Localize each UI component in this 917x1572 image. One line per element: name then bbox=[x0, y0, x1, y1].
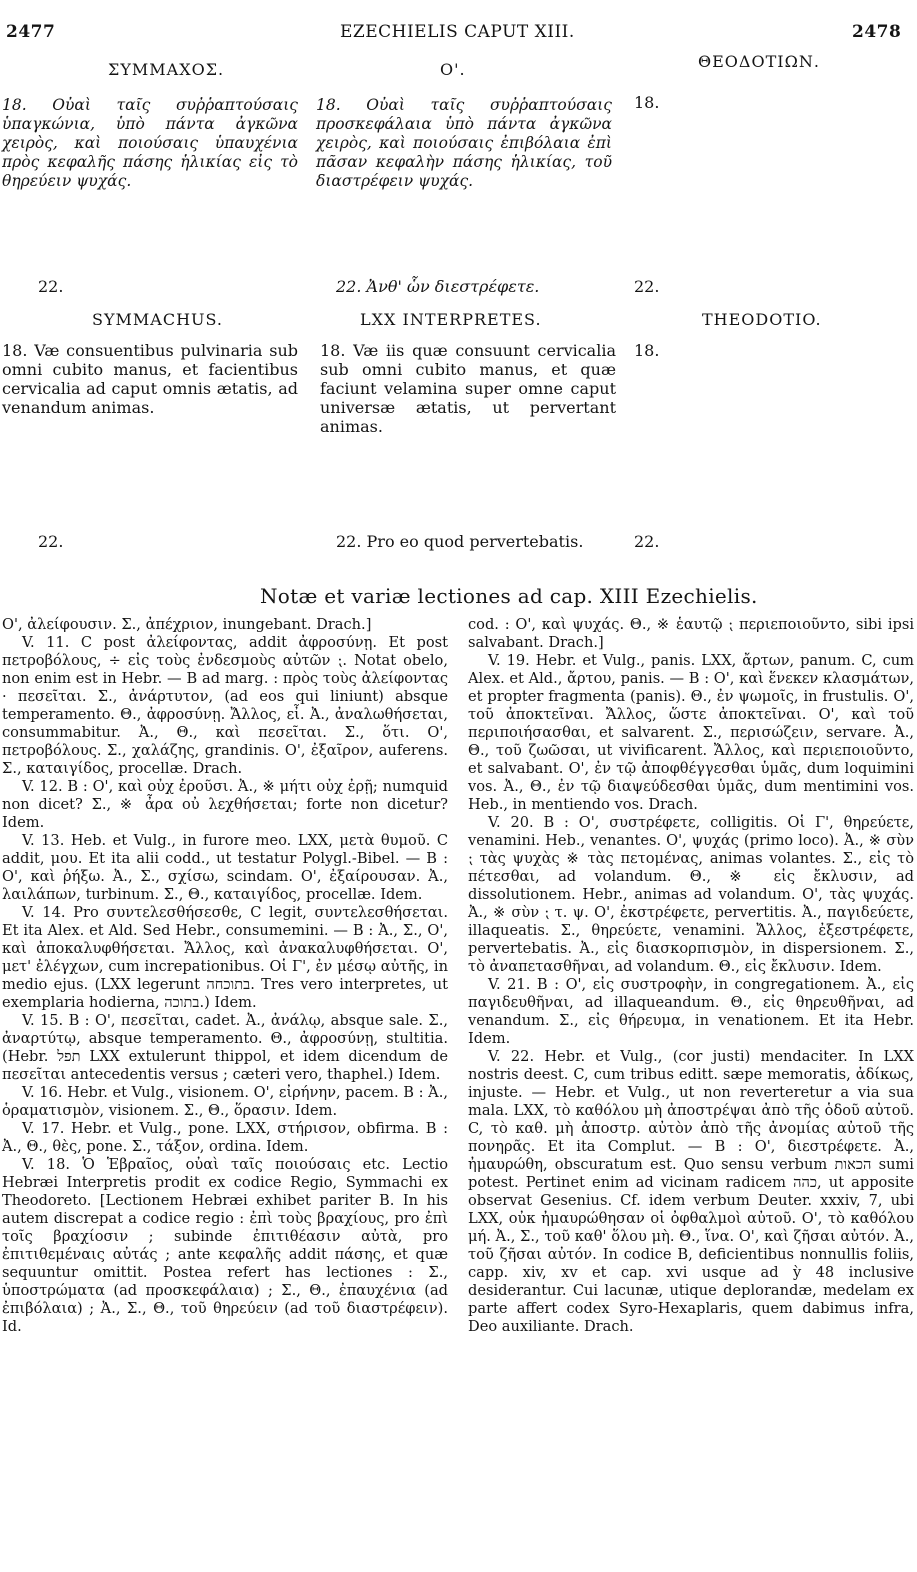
greek-symmachus-v22: 22. bbox=[38, 277, 64, 296]
note-paragraph: V. 20. B : O', συστρέφετε, colligitis. Οἱ Γ', θηρεύετε, venamini. Heb., venantes. O', ψυχάς (primo loco). Ἀ., ※ σὺν ⁏ τὰς ψυχὰς ※ τὰς πετομένας, animas volantes. Σ., εἰς τὸ πέτεσθαι, ad volandum. Θ., ※ εἰς ἔκλυσιν, ad dissolutionem. Hebr., animas ad volandum. O', τὰς ψυχάς. Ἀ., ※ σὺν ⁏ τ. ψ. O', ἐκστρέφετε, pervertitis. Ἀ., παγιδεύετε, illaqueatis. Σ., θηρεύετε, venamini. Ἄλλος, ἐξεστρέφετε, pervertebatis. Ἀ., εἰς διασκορπισμὸν, in dispersionem. Σ., τὸ ἀναπετασθῆναι, ad volandum. Θ., εἰς ἔκλυσιν. Idem. bbox=[468, 814, 914, 975]
note-paragraph: cod. : O', καὶ ψυχάς. Θ., ※ ἑαυτῷ ⁏ περιεποιοῦντο, sibi ipsi salvabant. Drach.] bbox=[468, 616, 914, 651]
greek-theodotion-heading: ΘΕΟΔΟΤΙΩΝ. bbox=[698, 52, 820, 71]
note-paragraph: V. 16. Hebr. et Vulg., visionem. O', εἰρήνην, pacem. B : Ἀ., ὁραματισμὸν, visionem. Σ., Θ., ὅρασιν. Idem. bbox=[2, 1084, 448, 1119]
note-paragraph: V. 19. Hebr. et Vulg., panis. LXX, ἄρτων, panum. C, cum Alex. et Ald., ἄρτου, panis. — B : O', καὶ ἕνεκεν κλασμάτων, et propter fragmenta (panis). Θ., ἐν ψωμοῖς, in frustulis. O', τοῦ ἀποκτεῖναι. Ἄλλος, ὥστε ἀποκτεῖναι. O', καὶ τοῦ περιποιήσασθαι, et salvarent. Σ., περισώζειν, servare. Ἀ., Θ., τοῦ ζωῶσαι, ut vivificarent. Ἄλλος, καὶ περιεποιοῦντο, et salvabant. O', ἐν τῷ ἀποφθέγγεσθαι ὑμᾶς, dum loquimini vos. Ἀ., Θ., ἐν τῷ διαψεύδεσθαι ὑμᾶς, dum mentimini vos. Heb., in mentiendo vos. Drach. bbox=[468, 652, 914, 813]
note-paragraph: V. 21. B : O', εἰς συστροφὴν, in congregationem. Ἀ., εἰς παγιδευθῆναι, ad illaqueandum. Θ., εἰς θηρευθῆναι, ad venandum. Σ., εἰς θήρευμα, in venationem. Et ita Hebr. Idem. bbox=[468, 976, 914, 1047]
note-paragraph: V. 14. Pro συντελεσθήσεσθε, C legit, συντελεσθήσεται. Et ita Alex. et Ald. Sed Hebr., consumemini. — B : Ἀ., Σ., O', καὶ ἀποκαλυφθήσεται. Ἄλλος, καὶ ἀνακαλυφθήσεται. O', μετ' ἐλέγχων, cum increpationibus. Οἱ Γ', ἐν μέσῳ αὐτῆς, in medio ejus. (LXX legerunt בתוכחה. Tres vero interpretes, ut exemplaria hodierna, בתוכה.) Idem. bbox=[2, 904, 448, 1011]
note-paragraph: O', ἀλείφουσιν. Σ., ἀπέχριον, inungebant. Drach.] bbox=[2, 616, 372, 633]
note-paragraph: V. 12. B : O', καὶ οὐχ ἐροῦσι. Ἀ., ※ μήτι οὐχ ἐρῇ; numquid non dicet? Σ., ※ ἆρα οὐ λεχθήσεται; forte non dicetur? Idem. bbox=[2, 778, 448, 831]
latin-symmachus-heading: SYMMACHUS. bbox=[92, 310, 223, 329]
notes-title: Notæ et variæ lectiones ad cap. XIII Ezechielis. bbox=[260, 584, 758, 608]
greek-lxx-v18: 18. Οὐαὶ ταῖς συῤῥαπτούσαις προσκεφάλαια ὑπὸ πάντα ἀγκῶνα χειρὸς, καὶ ποιούσαις ἐπιβόλαια ἐπὶ πᾶσαν κεφαλὴν πάσης ἡλικίας, τοῦ διαστρέφειν ψυχάς. bbox=[316, 96, 612, 190]
note-paragraph: V. 22. Hebr. et Vulg., (cor justi) mendaciter. In LXX nostris deest. C, cum tribus editt. sæpe memoratis, ἀδίκως, injuste. — Hebr. et Vulg., ut non reverteretur a via sua mala. LXX, τὸ καθόλου μὴ ἀποστρέψαι ἀπὸ τῆς ὁδοῦ αὐτοῦ. C, τὸ καθ. μὴ ἀποστρ. αὐτὸν ἀπὸ τῆς ἀνομίας αὐτοῦ τῆς πονηρᾶς. Et ita Complut. — B : O', διεστρέφετε. Ἀ., ἠμαυρώθη, obscuratum est. Quo sensu verbum הכאות sumi potest. Pertinet enim ad vicinam radicem כהה, ut apposite observat Gesenius. Cf. idem verbum Deuter. xxxiv, 7, ubi LXX, οὐκ ἠμαυρώθησαν οἱ ὀφθαλμοὶ αὐτοῦ. O', τὸ καθόλου μή. Ἀ., Σ., τοῦ καθ' ὅλου μὴ. Θ., ἵνα. O', καὶ ζῆσαι αὐτόν. Ἀ., τοῦ ζῆσαι αὐτόν. In codice B, deficientibus nonnullis foliis, capp. xiv, xv et cap. xvi usque ad ỳ 48 inclusive desiderantur. Cui lacunæ, utique deplorandæ, medelam ex parte affert codex Syro-Hexaplaris, quem dabimus infra, Deo auxiliante. Drach. bbox=[468, 1048, 915, 1335]
notes-right-column bbox=[468, 616, 914, 1336]
greek-lxx-heading: O'. bbox=[440, 60, 466, 79]
latin-lxx-heading: LXX INTERPRETES. bbox=[360, 310, 542, 329]
page-number-left: 2477 bbox=[6, 22, 56, 42]
greek-theodotion-v18: 18. bbox=[634, 93, 660, 112]
latin-theodotion-v18: 18. bbox=[634, 341, 660, 360]
latin-theodotion-v22: 22. bbox=[634, 532, 660, 551]
note-paragraph: V. 18. Ὁ Ἑβραῖος, οὐαὶ ταῖς ποιούσαις etc. Lectio Hebræi Interpretis prodit ex codice Regio, Symmachi ex Theodoreto. [Lectionem Hebræi exhibet pariter B. In his autem discrepat a codice regio : ἐπὶ τοὺς βραχίους, pro ἐπὶ τοῖς βραχίοσιν ; subinde ἐπιτιθέασιν αὐτὰ, pro ἐπιτιθεμέναις αὐτάς ; ante κεφαλῆς addit πάσης, et quæ sequuntur omittit. Postea refert has lectiones : Σ., ὑποστρώματα (ad προσκεφάλαια) ; Σ., Θ., ἐπαυχένια (ad ἐπιβόλαια) ; Ἀ., Σ., Θ., τοῦ θηρεύειν (ad τοῦ διαστρέφειν). Id. bbox=[2, 1156, 448, 1335]
page-number-right: 2478 bbox=[852, 22, 902, 42]
latin-lxx-v22: 22. Pro eo quod pervertebatis. bbox=[336, 532, 584, 551]
latin-symmachus-v18: 18. Væ consuentibus pulvinaria sub omni cubito manus, et facientibus cervicalia ad caput omnis ætatis, ad venandum animas. bbox=[2, 341, 298, 417]
greek-lxx-v22: 22. Ἀνθ' ὧν διεστρέφετε. bbox=[336, 277, 540, 296]
greek-theodotion-v22: 22. bbox=[634, 277, 660, 296]
notes-left-column bbox=[2, 616, 448, 1336]
note-paragraph: V. 15. B : O', πεσεῖται, cadet. Ἀ., ἀνάλῳ, absque sale. Σ., ἀναρτύτῳ, absque temperamento. Θ., ἀφροσύνῃ, stultitia. (Hebr. תפל LXX extulerunt thippol, et idem dicendum de πεσεῖται antecedentis versus ; cæteri vero, thaphel.) Idem. bbox=[2, 1012, 448, 1083]
note-paragraph: V. 17. Hebr. et Vulg., pone. LXX, στήρισον, obfirma. B : Ἀ., Θ., θὲς, pone. Σ., τάξον, ordina. Idem. bbox=[2, 1120, 448, 1155]
latin-symmachus-v22: 22. bbox=[38, 532, 64, 551]
note-paragraph: V. 11. C post ἀλείφοντας, addit ἀφροσύνῃ. Et post πετροβόλους, ÷ εἰς τοὺς ἐνδεσμοὺς αὐτῶν ⁏. Notat obelo, non enim est in Hebr. — B ad marg. : πρὸς τοὺς ἀλείφοντας · πεσεῖται. Σ., ἀνάρτυτον, (ad eos qui liniunt) absque temperamento. Θ., ἀφροσύνῃ. Ἄλλος, εἶ. Ἀ., ἀναλωθήσεται, consummabitur. Ἀ., Θ., καὶ πεσεῖται. Σ., ὅτι. O', πετροβόλους. Σ., χαλάζης, grandinis. O', ἐξαῖρον, auferens. Σ., καταιγίδος, procellæ. Drach. bbox=[2, 634, 448, 777]
page-title: EZECHIELIS CAPUT XIII. bbox=[340, 22, 575, 42]
latin-lxx-v18: 18. Væ iis quæ consuunt cervicalia sub omni cubito manus, et quæ faciunt velamina super omne caput universæ ætatis, ut pervertant animas. bbox=[320, 341, 616, 436]
note-paragraph: V. 13. Heb. et Vulg., in furore meo. LXX, μετὰ θυμοῦ. C addit, μου. Et ita alii codd., ut testatur Polygl.-Bibel. — B : O', καὶ ῥήξω. Ἀ., Σ., σχίσω, scindam. O', ἐξαίρουσαν. Ἀ., λαιλάπων, turbinum. Σ., Θ., καταιγίδος, procellæ. Idem. bbox=[2, 832, 448, 903]
greek-symmachus-v18: 18. Οὐαὶ ταῖς συῤῥαπτούσαις ὑπαγκώνια, ὑπὸ πάντα ἀγκῶνα χειρὸς, καὶ ποιούσαις ὑπαυχένια πρὸς κεφαλῆς πάσης ἡλικίας εἰς τὸ θηρεύειν ψυχάς. bbox=[2, 96, 298, 190]
latin-theodotion-heading: THEODOTIO. bbox=[702, 310, 822, 329]
greek-symmachus-heading: ΣΥΜΜΑΧΟΣ. bbox=[108, 60, 225, 79]
